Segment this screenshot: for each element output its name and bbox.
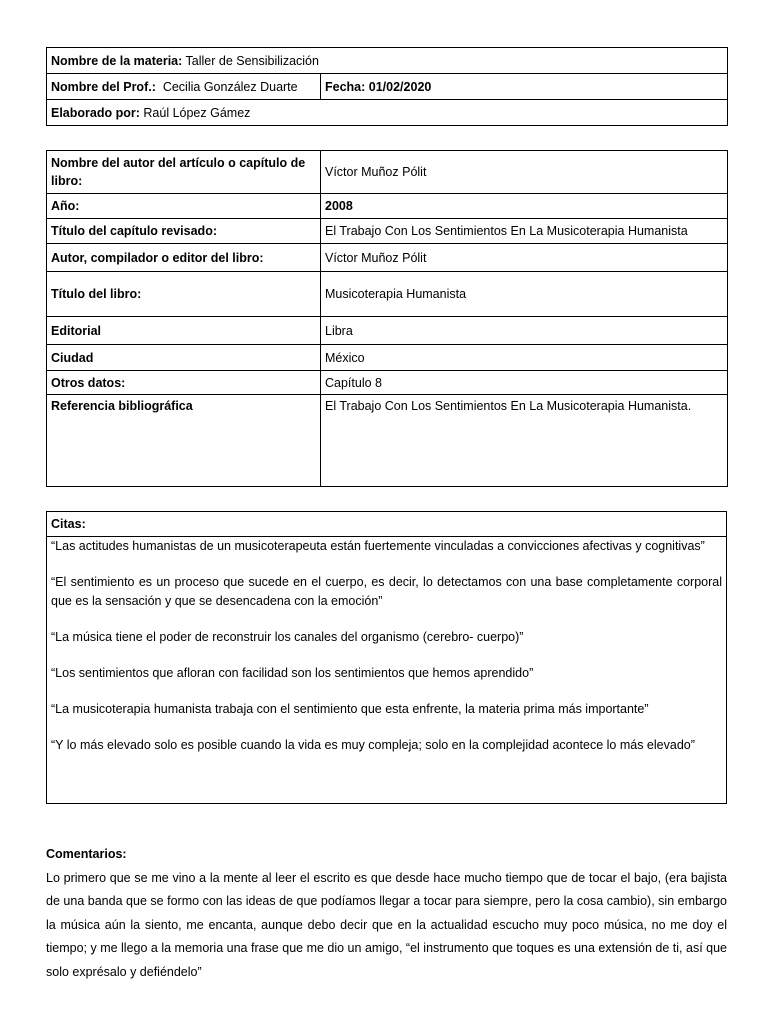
comments-title	[46, 843, 727, 867]
quote-item: “El sentimiento es un proceso que sucede en el cuerpo, es decir, lo detectamos con una base completamente corporal que es la sensación y que se desencadena con la emoción”	[51, 575, 722, 608]
biblio-value: Víctor Muñoz Pólit	[321, 244, 728, 272]
biblio-label	[47, 244, 321, 272]
date-cell	[321, 74, 728, 100]
quote-item: “Y lo más elevado solo es posible cuando la vida es muy compleja; solo en la complejidad acontece lo más elevado”	[51, 738, 695, 752]
biblio-year-value: 2008	[325, 199, 353, 213]
comments-title-text: Comentarios:	[46, 847, 127, 861]
biblio-label-text: Título del capítulo revisado:	[51, 224, 217, 238]
author-label: Elaborado por:	[51, 105, 140, 120]
biblio-value: Víctor Muñoz Pólit	[321, 151, 728, 194]
biblio-value: El Trabajo Con Los Sentimientos En La Musicoterapia Humanista.	[321, 395, 728, 487]
biblio-value: Musicoterapia Humanista	[321, 272, 728, 317]
professor-date-row	[47, 74, 728, 100]
professor-value: Cecilia González Duarte	[162, 79, 298, 94]
biblio-label	[47, 272, 321, 317]
biblio-value: El Trabajo Con Los Sentimientos En La Musicoterapia Humanista	[321, 219, 728, 244]
biblio-row-city	[47, 345, 728, 371]
biblio-value: México	[321, 345, 728, 371]
date-value: 01/02/2020	[368, 79, 432, 94]
biblio-value	[321, 194, 728, 219]
biblio-label-text: Título del libro:	[51, 287, 142, 301]
date-label: Fecha:	[325, 79, 366, 94]
subject-cell	[47, 48, 728, 74]
author-row	[47, 100, 728, 126]
bibliography-table	[46, 150, 728, 487]
biblio-label	[47, 371, 321, 395]
comments-body: Lo primero que se me vino a la mente al leer el escrito es que desde hace mucho tiempo que de tocar el bajo, (era bajista de una banda que se formo con las ideas de que podíamos llegar a tocar para siempre, pero la cosa cambio), sin embargo la música aún la siento, me encanta, aunque debo decir que en la actualidad escucho muy poco música, no me doy el tiempo; y me llego a la memoria una frase que me dio un amigo, “el instrumento que toques es una extensión de ti, así que solo exprésalo y defiéndelo”	[46, 870, 727, 979]
subject-label: Nombre de la materia:	[51, 53, 183, 68]
biblio-value: Capítulo 8	[321, 371, 728, 395]
quotes-table	[46, 511, 727, 804]
biblio-label-text: Ciudad	[51, 350, 94, 365]
biblio-label-text: Otros datos:	[51, 375, 126, 390]
biblio-label-text: Referencia bibliográfica	[51, 399, 193, 413]
biblio-label	[47, 395, 321, 487]
subject-value: Taller de Sensibilización	[185, 53, 319, 68]
comments-section	[46, 843, 727, 984]
quotes-body-cell	[47, 537, 727, 804]
biblio-row-other	[47, 371, 728, 395]
subject-row	[47, 48, 728, 74]
quote-item: “Los sentimientos que afloran con facilidad son los sentimientos que hemos aprendido”	[51, 666, 534, 680]
author-cell	[47, 100, 728, 126]
biblio-label-text: Editorial	[51, 323, 102, 338]
biblio-label-text: Nombre del autor del artículo o capítulo de libro:	[51, 156, 306, 188]
biblio-label-text: Año:	[51, 199, 80, 213]
biblio-row-publisher	[47, 317, 728, 345]
biblio-row-reference	[47, 395, 728, 487]
biblio-label	[47, 219, 321, 244]
quotes-title-cell	[47, 512, 727, 537]
quotes-title-row	[47, 512, 727, 537]
quote-item: “Las actitudes humanistas de un musicoterapeuta están fuertemente vinculadas a convicciones afectivas y cognitivas”	[51, 539, 705, 553]
biblio-label	[47, 317, 321, 345]
quote-item: “La musicoterapia humanista trabaja con el sentimiento que esta enfrente, la materia prima más importante”	[51, 702, 649, 716]
biblio-value: Libra	[321, 317, 728, 345]
biblio-label-text: Autor, compilador o editor del libro:	[51, 250, 264, 265]
quotes-body-row	[47, 537, 727, 804]
quotes-title: Citas:	[51, 517, 86, 531]
biblio-row-author	[47, 151, 728, 194]
biblio-row-editor	[47, 244, 728, 272]
professor-label: Nombre del Prof.:	[51, 79, 156, 94]
author-value: Raúl López Gámez	[143, 105, 251, 120]
biblio-label	[47, 194, 321, 219]
biblio-row-chapter-title	[47, 219, 728, 244]
biblio-label	[47, 151, 321, 194]
quote-item: “La música tiene el poder de reconstruir los canales del organismo (cerebro- cuerpo)”	[51, 630, 524, 644]
biblio-label	[47, 345, 321, 371]
biblio-row-book-title	[47, 272, 728, 317]
course-info-table	[46, 47, 728, 126]
professor-cell	[47, 74, 321, 100]
biblio-row-year	[47, 194, 728, 219]
